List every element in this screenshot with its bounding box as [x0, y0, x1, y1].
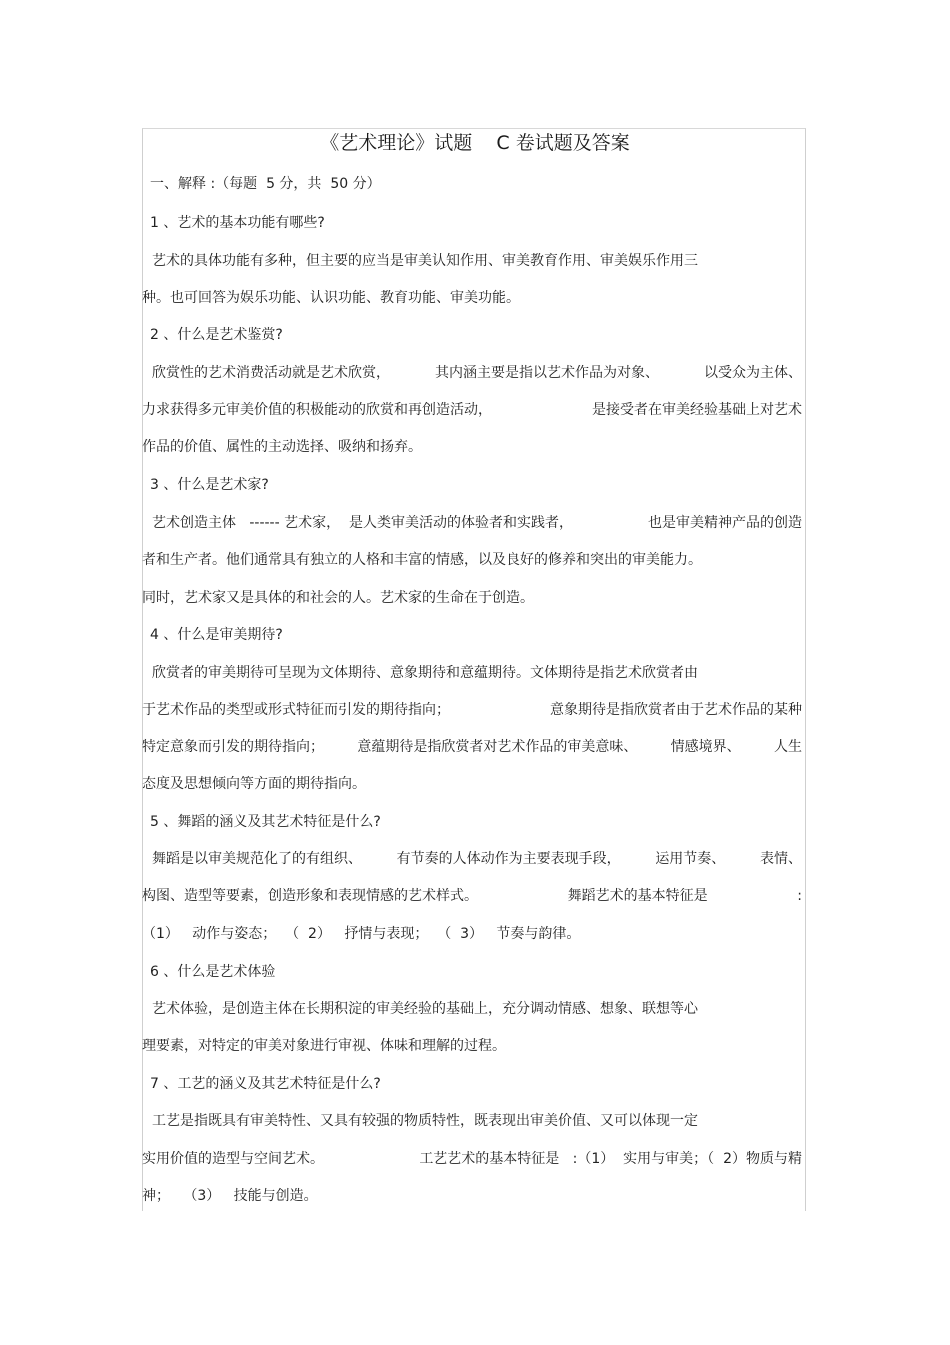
- answer-line: [142, 737, 808, 757]
- answer-line: 同时，艺术家又是具体的和社会的人。艺术家的生命在于创造。: [142, 590, 534, 606]
- answer-segment: 运用节奏、: [655, 851, 726, 867]
- question-heading: 4 、什么是审美期待?: [150, 627, 283, 643]
- answer-segment: :: [797, 888, 802, 904]
- answer-line: 者和生产者。他们通常具有独立的人格和丰富的情感，以及良好的修养和突出的审美能力。: [142, 552, 702, 568]
- answer-line: 艺术的具体功能有多种，但主要的应当是审美认知作用、审美教育作用、审美娱乐作用三: [152, 253, 698, 269]
- answer-line-segments: [152, 849, 802, 869]
- answer-segment: 其内涵主要是指以艺术作品为对象、: [435, 365, 659, 381]
- document-title: 《艺术理论》试题 C 卷试题及答案: [320, 132, 630, 154]
- answer-segment: 欣赏性的艺术消费活动就是艺术欣赏，: [152, 365, 390, 381]
- answer-segment: 也是审美精神产品的创造: [648, 515, 802, 531]
- answer-line: [142, 363, 818, 383]
- answer-line: 欣赏者的审美期待可呈现为文体期待、意象期待和意蕴期待。文体期待是指艺术欣赏者由: [152, 665, 698, 681]
- question-heading: 6 、什么是艺术体验: [150, 964, 276, 980]
- answer-segment: 于艺术作品的类型或形式特征而引发的期待指向；: [142, 702, 450, 718]
- answer-segment: 意蕴期待是指欣赏者对艺术作品的审美意味、: [357, 739, 638, 755]
- question-heading: 5 、舞蹈的涵义及其艺术特征是什么?: [150, 814, 381, 830]
- answer-line-segments: [142, 1149, 802, 1169]
- answer-segment: 表情、: [759, 851, 802, 867]
- answer-line: [142, 1149, 808, 1169]
- answer-segment: 特定意象而引发的期待指向；: [142, 739, 324, 755]
- answer-segment: 情感境界、: [670, 739, 741, 755]
- question-heading: 7 、工艺的涵义及其艺术特征是什么?: [150, 1076, 381, 1092]
- answer-line: [142, 700, 808, 720]
- answer-segment: 工艺艺术的基本特征是 :（1） 实用与审美；（ 2）物质与精: [419, 1151, 802, 1167]
- answer-line: [142, 849, 818, 869]
- answer-line: 种。也可回答为娱乐功能、认识功能、教育功能、审美功能。: [142, 290, 520, 306]
- answer-segment: 舞蹈艺术的基本特征是: [567, 888, 708, 904]
- answer-line-segments: [142, 700, 802, 720]
- answer-segment: 艺术创造主体 ------ 艺术家， 是人类审美活动的体验者和实践者，: [152, 515, 574, 531]
- answer-line: [142, 400, 808, 420]
- answer-line: [142, 886, 808, 906]
- question-heading: 2 、什么是艺术鉴赏?: [150, 327, 283, 343]
- answer-segment: 实用价值的造型与空间艺术。: [142, 1151, 324, 1167]
- answer-line-segments: [142, 737, 802, 757]
- answer-line: 理要素，对特定的审美对象进行审视、体味和理解的过程。: [142, 1038, 506, 1054]
- answer-segment: 是接受者在审美经验基础上对艺术: [592, 402, 802, 418]
- answer-line: 神； （3） 技能与创造。: [142, 1188, 318, 1204]
- answer-segment: 构图、造型等要素，创造形象和表现情感的艺术样式。: [142, 888, 478, 904]
- answer-line-segments: [142, 886, 802, 906]
- answer-line: 作品的价值、属性的主动选择、吸纳和扬弃。: [142, 439, 422, 455]
- answer-line: （1） 动作与姿态； （ 2） 抒情与表现； （ 3） 节奏与韵律。: [142, 926, 581, 942]
- answer-line: [142, 513, 818, 533]
- answer-line-segments: [142, 400, 802, 420]
- question-heading: 1 、艺术的基本功能有哪些?: [150, 215, 325, 231]
- answer-line-segments: [152, 513, 802, 533]
- answer-line: 工艺是指既具有审美特性、又具有较强的物质特性，既表现出审美价值、又可以体现一定: [152, 1113, 698, 1129]
- answer-segment: 有节奏的人体动作为主要表现手段，: [396, 851, 621, 867]
- answer-segment: 人生: [773, 739, 802, 755]
- answer-segment: 意象期待是指欣赏者由于艺术作品的某种: [550, 702, 802, 718]
- answer-line-segments: [152, 363, 802, 383]
- answer-line: 艺术体验，是创造主体在长期积淀的审美经验的基础上，充分调动情感、想象、联想等心: [152, 1001, 698, 1017]
- answer-segment: 力求获得多元审美价值的积极能动的欣赏和再创造活动，: [142, 402, 492, 418]
- answer-segment: 舞蹈是以审美规范化了的有组织、: [152, 851, 362, 867]
- question-heading: 3 、什么是艺术家?: [150, 477, 269, 493]
- answer-line: 态度及思想倾向等方面的期待指向。: [142, 776, 366, 792]
- answer-segment: 以受众为主体、: [704, 365, 802, 381]
- section-heading: 一、解释 :（每题 5 分，共 50 分）: [150, 176, 381, 192]
